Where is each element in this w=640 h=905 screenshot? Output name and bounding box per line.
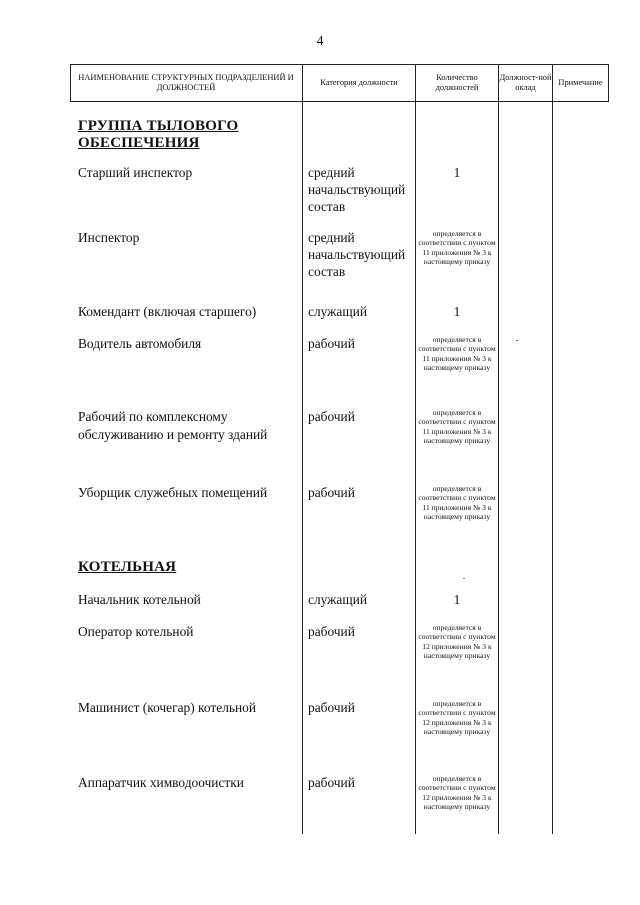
- position-count: определяется в соответствии с пунктом 12 приложения № 3 к настоящему приказу: [418, 623, 496, 660]
- column-rule: [552, 64, 553, 834]
- position-category: служащий: [308, 592, 367, 607]
- page-number: 4: [316, 34, 324, 49]
- position-category: рабочий: [308, 336, 355, 351]
- position-count: 1: [453, 304, 461, 319]
- position-count: определяется в соответствии с пунктом 11 приложения № 3 к настоящему приказу: [418, 229, 496, 266]
- position-name: Оператор котельной: [78, 624, 194, 639]
- position-name: Начальник котельной: [78, 592, 201, 607]
- position-name: Аппаратчик химводоочистки: [78, 775, 244, 790]
- scan-fleck: [516, 340, 518, 341]
- position-count: определяется в соответствии с пунктом 11 приложения № 3 к настоящему приказу: [418, 408, 496, 445]
- staffing-table: [70, 64, 609, 834]
- position-category: рабочий: [308, 409, 355, 424]
- header-count: Количество должностей: [435, 73, 479, 92]
- position-category: средний начальствующий состав: [308, 230, 406, 279]
- position-category: средний начальствующий состав: [308, 165, 406, 214]
- position-count: 1: [453, 165, 461, 180]
- scan-fleck: [463, 578, 465, 579]
- section-title: ГРУППА ТЫЛОВОГО ОБЕСПЕЧЕНИЯ: [78, 118, 239, 151]
- position-count: определяется в соответствии с пунктом 12 приложения № 3 к настоящему приказу: [418, 774, 496, 811]
- position-name: Машинист (кочегар) котельной: [78, 700, 257, 715]
- column-rule: [498, 64, 499, 834]
- column-rule: [302, 64, 303, 834]
- position-category: рабочий: [308, 485, 355, 500]
- section-title: КОТЕЛЬНАЯ: [78, 559, 177, 575]
- position-name: Комендант (включая старшего): [78, 304, 257, 319]
- position-name: Уборщик служебных помещений: [78, 485, 268, 500]
- header-salary: Должност-ной оклад: [499, 73, 552, 92]
- position-name: Старший инспектор: [78, 165, 193, 180]
- table-top-rule: [70, 64, 609, 65]
- position-category: рабочий: [308, 775, 355, 790]
- column-rule: [608, 64, 609, 101]
- position-category: рабочий: [308, 624, 355, 639]
- position-count: определяется в соответствии с пунктом 11 приложения № 3 к настоящему приказу: [418, 335, 496, 372]
- position-name: Водитель автомобиля: [78, 336, 202, 351]
- header-category: Категория должности: [320, 78, 398, 87]
- position-category: рабочий: [308, 700, 355, 715]
- position-count: определяется в соответствии с пунктом 11 приложения № 3 к настоящему приказу: [418, 484, 496, 521]
- position-count: определяется в соответствии с пунктом 12 приложения № 3 к настоящему приказу: [418, 699, 496, 736]
- header-position-name: НАИМЕНОВАНИЕ СТРУКТУРНЫХ ПОДРАЗДЕЛЕНИЙ И ДОЛЖНОСТЕЙ: [78, 73, 294, 92]
- header-bottom-rule: [70, 101, 609, 102]
- position-count: 1: [453, 592, 461, 607]
- position-name: Инспектор: [78, 230, 140, 245]
- position-category: служащий: [308, 304, 367, 319]
- position-name: Рабочий по комплексному обслуживанию и ремонту зданий: [78, 409, 268, 442]
- header-note: Примечание: [558, 78, 603, 87]
